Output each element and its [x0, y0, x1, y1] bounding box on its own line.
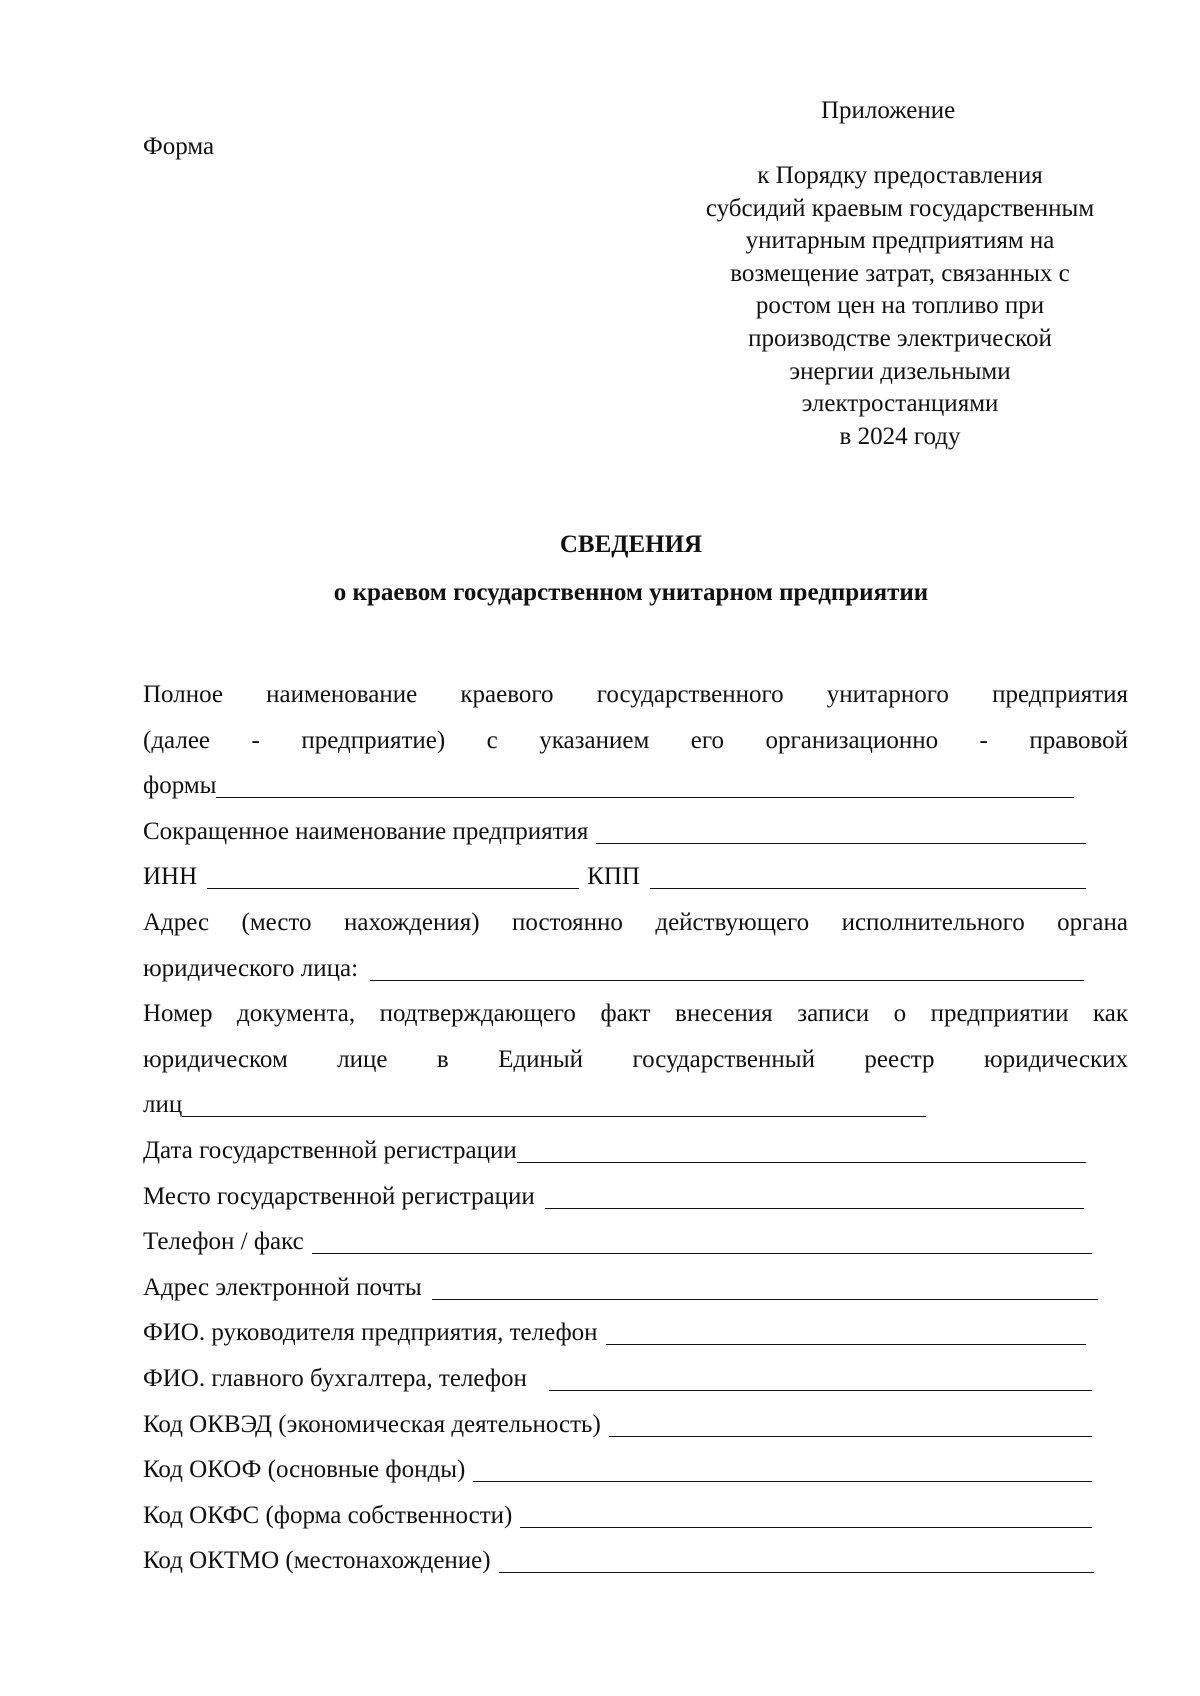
- okof-blank[interactable]: [473, 1480, 1092, 1482]
- appendix-line: электростанциями: [801, 390, 999, 418]
- reg-place-blank[interactable]: [545, 1207, 1084, 1209]
- full-name-blank[interactable]: [216, 796, 1074, 798]
- appendix-reference: [640, 160, 1160, 453]
- okfs-blank[interactable]: [520, 1526, 1092, 1528]
- inn-blank[interactable]: [207, 887, 579, 889]
- form-body: [143, 672, 1128, 1584]
- full-name-row: [143, 763, 1128, 809]
- full-name-label-line3: формы: [143, 772, 217, 800]
- okved-row: [143, 1402, 1128, 1448]
- short-name-blank[interactable]: [596, 842, 1086, 844]
- reg-place-label: Место государственной регистрации: [143, 1182, 535, 1210]
- document-subtitle: о краевом государственном унитарном предприятии: [333, 579, 929, 606]
- okfs-row: [143, 1493, 1128, 1539]
- phone-row: [143, 1219, 1128, 1265]
- full-name-label-line1: Полное наименование краевого государственного унитарного предприятия: [143, 681, 1128, 708]
- oktmo-blank[interactable]: [499, 1571, 1094, 1573]
- short-name-label: Сокращенное наименование предприятия: [143, 817, 589, 845]
- okved-blank[interactable]: [609, 1435, 1092, 1437]
- egrul-blank[interactable]: [182, 1115, 926, 1117]
- appendix-line: унитарным предприятиям на: [745, 227, 1055, 255]
- short-name-row: [143, 809, 1128, 855]
- appendix-line: в 2024 году: [839, 422, 961, 450]
- reg-date-label: Дата государственной регистрации: [143, 1136, 517, 1164]
- reg-place-row: [143, 1174, 1128, 1220]
- oktmo-row: [143, 1538, 1128, 1584]
- kpp-blank[interactable]: [650, 887, 1086, 889]
- full-name-label-line2: (далее - предприятие) с указанием его организационно - правовой: [143, 726, 1128, 754]
- appendix-heading: Приложение: [821, 97, 956, 124]
- accountant-label: ФИО. главного бухгалтера, телефон: [143, 1364, 527, 1392]
- address-label-line1: Адрес (место нахождения) постоянно действующего исполнительного органа: [143, 908, 1128, 936]
- address-blank[interactable]: [370, 979, 1084, 981]
- appendix-line: к Порядку предоставления: [757, 162, 1043, 189]
- inn-kpp-row: [143, 854, 1128, 900]
- phone-fax-blank[interactable]: [312, 1252, 1092, 1254]
- egrul-label-line1: Номер документа, подтверждающего факт внесения записи о предприятии как: [143, 1000, 1128, 1028]
- director-label: ФИО. руководителя предприятия, телефон: [143, 1319, 598, 1347]
- email-label: Адрес электронной почты: [143, 1273, 422, 1301]
- egrul-label-line2: юридическом лице в Единый государственный реестр юридических: [143, 1045, 1128, 1073]
- kpp-label: КПП: [587, 863, 640, 891]
- email-blank[interactable]: [432, 1298, 1098, 1300]
- accountant-row: [143, 1356, 1128, 1402]
- okfs-label: Код ОКФС (форма собственности): [143, 1501, 513, 1529]
- appendix-line: субсидий краевым государственным: [705, 194, 1095, 222]
- okved-label: Код ОКВЭД (экономическая деятельность): [143, 1410, 601, 1438]
- reg-date-blank[interactable]: [517, 1161, 1086, 1163]
- inn-label: ИНН: [143, 863, 198, 891]
- director-blank[interactable]: [606, 1343, 1086, 1345]
- oktmo-label: Код ОКТМО (местонахождение): [143, 1547, 491, 1575]
- email-row: [143, 1265, 1128, 1311]
- reg-date-row: [143, 1128, 1128, 1174]
- appendix-line: ростом цен на топливо при: [755, 292, 1045, 320]
- director-row: [143, 1310, 1128, 1356]
- form-label: Форма: [143, 133, 215, 160]
- document-title: СВЕДЕНИЯ: [559, 531, 703, 558]
- appendix-line: производстве электрической: [748, 324, 1052, 352]
- appendix-line: возмещение затрат, связанных с: [730, 259, 1070, 287]
- egrul-label-line3: лиц: [143, 1091, 183, 1119]
- accountant-blank[interactable]: [549, 1389, 1092, 1391]
- okof-label: Код ОКОФ (основные фонды): [143, 1456, 466, 1484]
- appendix-line: энергии дизельными: [789, 357, 1011, 385]
- address-label-line2: юридического лица:: [143, 954, 359, 982]
- phone-fax-label: Телефон / факс: [143, 1228, 304, 1256]
- egrul-row: [143, 1082, 1128, 1128]
- address-row: [143, 946, 1128, 992]
- okof-row: [143, 1447, 1128, 1493]
